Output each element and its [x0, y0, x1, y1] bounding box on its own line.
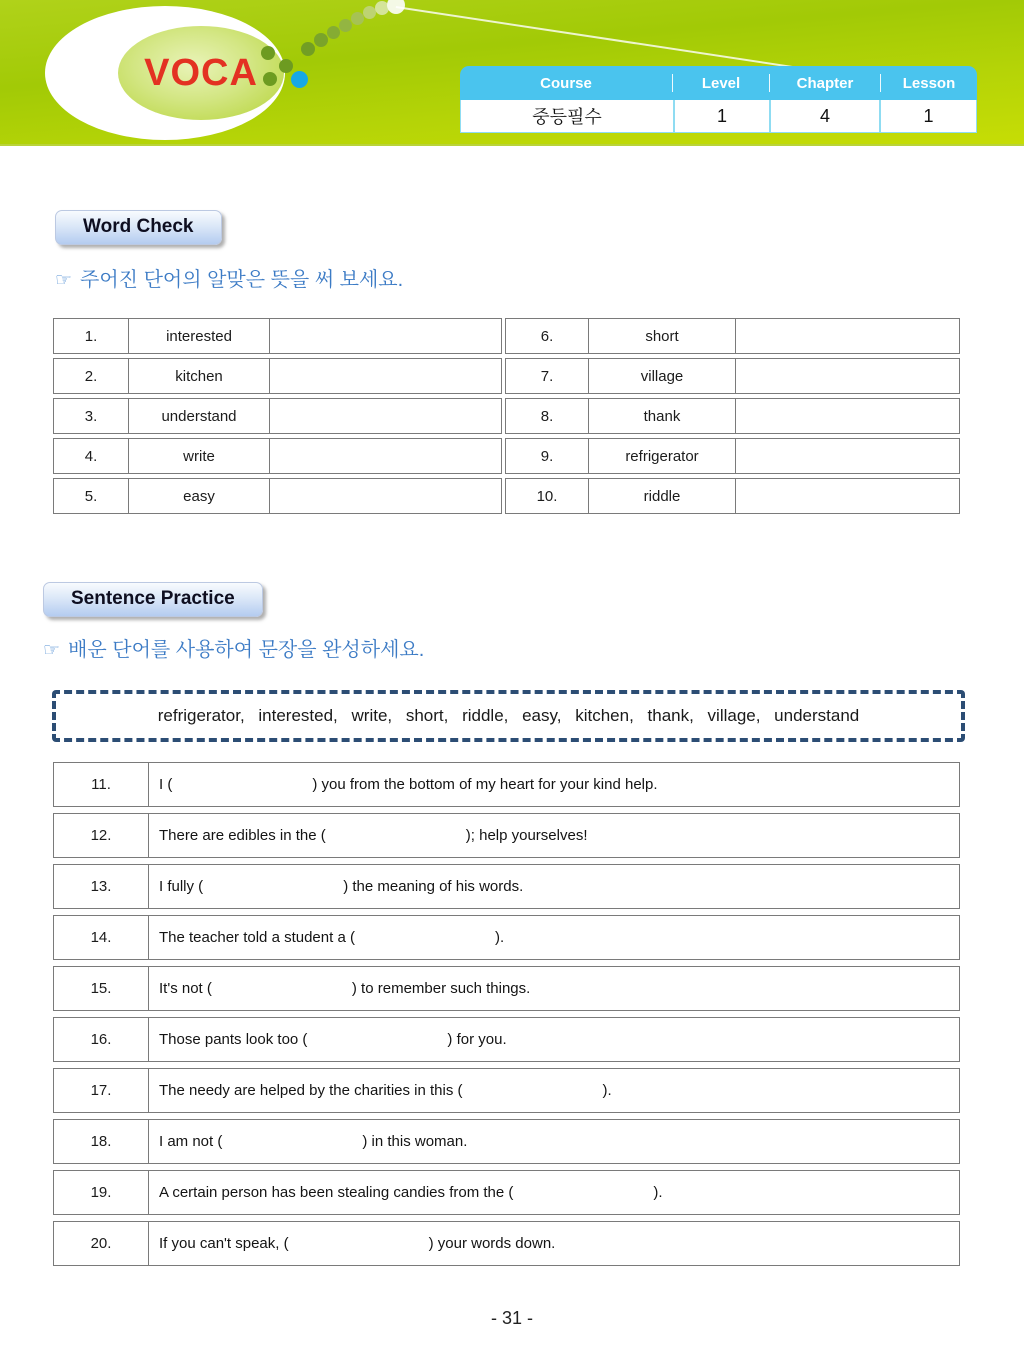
level-header-label: Level: [701, 74, 741, 92]
word-number: 9.: [540, 447, 554, 465]
answer-blank: [222, 1141, 362, 1142]
sentence-practice-badge: Sentence Practice: [43, 582, 263, 617]
sentence-number: 13.: [54, 865, 149, 908]
sentence-after: ) in this woman.: [362, 1133, 468, 1150]
sentence-row: [53, 1068, 960, 1113]
answer-cell: [269, 479, 501, 513]
answer-blank: [355, 937, 495, 938]
course-value: 중등필수: [461, 100, 673, 132]
sentence-before: The needy are helped by the charities in this (: [159, 1082, 463, 1099]
sentence-number: 18.: [54, 1120, 149, 1163]
word-number: 7.: [540, 367, 554, 385]
page-number: - 31 -: [490, 1308, 533, 1328]
decorative-dot: [279, 59, 293, 73]
sentence-row: [53, 915, 960, 960]
table-row: [53, 358, 960, 394]
sentence-row: [53, 864, 960, 909]
sentence-row: [53, 1221, 960, 1266]
sentence-before: A certain person has been stealing candies from the (: [159, 1184, 514, 1201]
lesson-value: 1: [879, 100, 976, 132]
sentence-after: ).: [494, 929, 505, 946]
sentence-after: ); help yourselves!: [465, 827, 588, 844]
word-label: understand: [128, 399, 269, 433]
answer-blank: [203, 886, 343, 887]
word-bank-box: [52, 690, 965, 742]
word-check-badge: Word Check: [55, 210, 222, 245]
chapter-value: 4: [769, 100, 879, 132]
sentence-row: [53, 813, 960, 858]
course-table-header: [460, 66, 977, 100]
word-bank-words: refrigerator, interested, write, short, riddle, easy, kitchen, thank, village, understand: [157, 706, 860, 725]
answer-cell: [735, 359, 959, 393]
sentence-before: I fully (: [159, 878, 204, 895]
sentence-number: 20.: [54, 1222, 149, 1265]
sentence-number: 19.: [54, 1171, 149, 1214]
sentence-before: If you can't speak, (: [159, 1235, 289, 1252]
course-info-table: [460, 66, 977, 133]
pointing-hand-icon: ☞: [43, 640, 61, 661]
answer-cell: [735, 439, 959, 473]
decorative-dot: [339, 19, 352, 32]
answer-cell: [269, 399, 501, 433]
lesson-header-label: Lesson: [902, 74, 956, 92]
sentence-before: I am not (: [159, 1133, 223, 1150]
answer-blank: [289, 1243, 429, 1244]
sentence-before: I (: [159, 776, 173, 793]
voca-logo-text: VOCA: [144, 51, 258, 94]
word-check-table: [53, 318, 960, 518]
sentence-number: 11.: [54, 763, 149, 806]
table-row: [53, 478, 960, 514]
sentence-before: Those pants look too (: [159, 1031, 308, 1048]
page-header: [0, 0, 1024, 146]
word-label: write: [128, 439, 269, 473]
word-number: 10.: [536, 487, 558, 505]
word-number: 5.: [84, 487, 98, 505]
decorative-dot: [261, 46, 275, 60]
answer-blank: [463, 1090, 603, 1091]
course-header-label: Course: [540, 74, 592, 92]
sentence-row: [53, 966, 960, 1011]
sentence-row: [53, 762, 960, 807]
word-number: 4.: [84, 447, 98, 465]
answer-cell: [735, 319, 959, 353]
instruction-text: 배운 단어를 사용하여 문장을 완성하세요.: [68, 639, 425, 661]
word-label: interested: [128, 319, 269, 353]
sentence-before: The teacher told a student a (: [159, 929, 355, 946]
word-label: kitchen: [128, 359, 269, 393]
word-number: 8.: [540, 407, 554, 425]
sentence-practice-instruction: [43, 633, 424, 662]
answer-cell: [735, 399, 959, 433]
word-label: refrigerator: [588, 439, 735, 473]
sentence-number: 16.: [54, 1018, 149, 1061]
sentence-number: 17.: [54, 1069, 149, 1112]
answer-blank: [307, 1039, 447, 1040]
sentence-after: ) you from the bottom of my heart for your kind help.: [312, 776, 658, 793]
decorative-dot: [314, 33, 328, 47]
sentence-number: 14.: [54, 916, 149, 959]
sentence-after: ) the meaning of his words.: [343, 878, 524, 895]
course-table-values: [460, 100, 977, 133]
decorative-dot-cyan: [291, 71, 308, 88]
sentence-before: There are edibles in the (: [159, 827, 326, 844]
word-number: 6.: [540, 327, 554, 345]
answer-cell: [269, 319, 501, 353]
table-row: [53, 438, 960, 474]
instruction-text: 주어진 단어의 알맞은 뜻을 써 보세요.: [80, 269, 404, 291]
decorative-dot: [351, 12, 364, 25]
sentence-after: ) your words down.: [428, 1235, 556, 1252]
sentence-number: 12.: [54, 814, 149, 857]
sentence-before: It's not (: [159, 980, 212, 997]
answer-cell: [269, 359, 501, 393]
level-value: 1: [673, 100, 769, 132]
answer-cell: [735, 479, 959, 513]
word-label: village: [588, 359, 735, 393]
answer-blank: [326, 835, 466, 836]
word-number: 1.: [84, 327, 98, 345]
sentence-after: ).: [602, 1082, 612, 1099]
word-label: thank: [588, 399, 735, 433]
word-number: 3.: [84, 407, 98, 425]
sentence-row: [53, 1170, 960, 1215]
word-check-instruction: [55, 263, 403, 292]
word-label: short: [588, 319, 735, 353]
decorative-dot: [263, 72, 277, 86]
answer-cell: [269, 439, 501, 473]
pointing-hand-icon: ☞: [55, 270, 73, 291]
table-row: [53, 318, 960, 354]
sentence-row: [53, 1119, 960, 1164]
sentence-table: [53, 762, 960, 1272]
answer-blank: [172, 784, 312, 785]
answer-blank: [513, 1192, 653, 1193]
word-label: riddle: [588, 479, 735, 513]
chapter-header-label: Chapter: [796, 74, 854, 92]
answer-blank: [212, 988, 352, 989]
sentence-row: [53, 1017, 960, 1062]
sentence-after: ) to remember such things.: [351, 980, 531, 997]
sentence-after: ).: [653, 1184, 663, 1201]
decorative-dot: [327, 26, 340, 39]
word-number: 2.: [84, 367, 98, 385]
word-label: easy: [128, 479, 269, 513]
sentence-after: ) for you.: [447, 1031, 507, 1048]
sentence-number: 15.: [54, 967, 149, 1010]
decorative-dot: [301, 42, 315, 56]
table-row: [53, 398, 960, 434]
